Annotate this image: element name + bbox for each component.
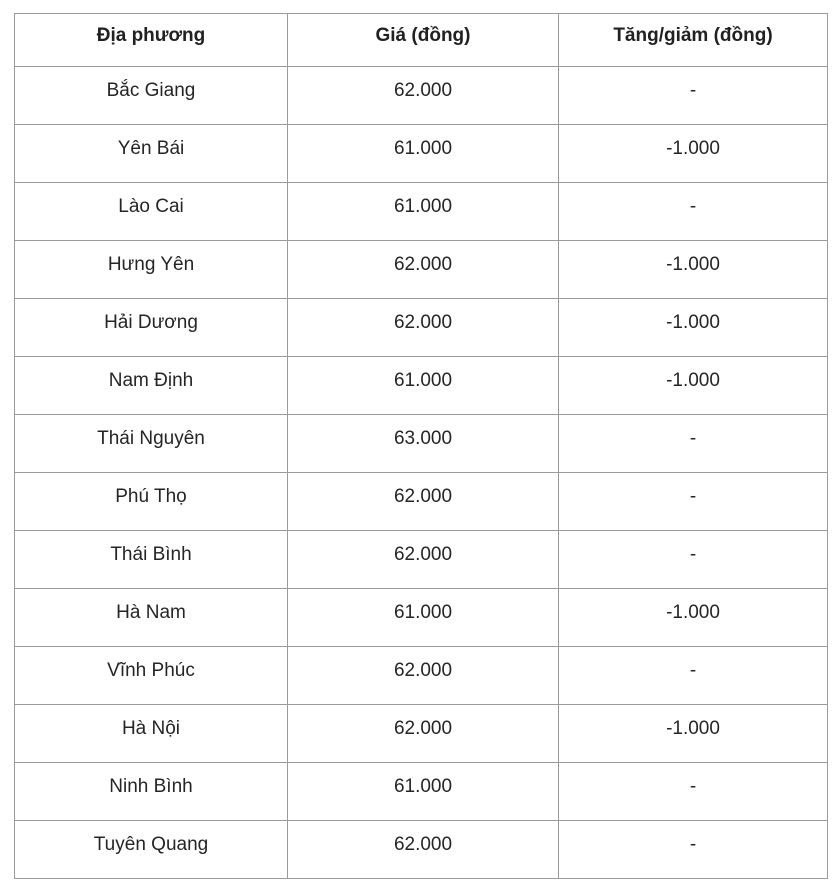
cell-province: Phú Thọ (15, 473, 288, 531)
cell-province: Thái Nguyên (15, 415, 288, 473)
table-row (15, 705, 828, 763)
cell-province: Thái Bình (15, 531, 288, 589)
table-row (15, 183, 828, 241)
table-row (15, 67, 828, 125)
cell-change: - (559, 67, 828, 125)
cell-price: 62.000 (288, 647, 559, 705)
cell-change: - (559, 473, 828, 531)
column-header-change: Tăng/giảm (đồng) (559, 14, 828, 67)
province-price-table (14, 13, 828, 879)
table-row (15, 531, 828, 589)
table-row (15, 357, 828, 415)
cell-price: 61.000 (288, 183, 559, 241)
cell-change: - (559, 647, 828, 705)
cell-price: 62.000 (288, 473, 559, 531)
cell-change: -1.000 (559, 357, 828, 415)
header-row (15, 14, 828, 67)
cell-province: Ninh Bình (15, 763, 288, 821)
cell-price: 62.000 (288, 821, 559, 879)
column-header-province: Địa phương (15, 14, 288, 67)
table-row (15, 125, 828, 183)
cell-price: 62.000 (288, 299, 559, 357)
cell-province: Hưng Yên (15, 241, 288, 299)
table-row (15, 473, 828, 531)
cell-province: Vĩnh Phúc (15, 647, 288, 705)
table-row (15, 241, 828, 299)
cell-province: Nam Định (15, 357, 288, 415)
cell-price: 62.000 (288, 705, 559, 763)
cell-change: -1.000 (559, 241, 828, 299)
cell-change: - (559, 531, 828, 589)
cell-price: 62.000 (288, 531, 559, 589)
cell-change: -1.000 (559, 589, 828, 647)
cell-province: Lào Cai (15, 183, 288, 241)
cell-price: 61.000 (288, 763, 559, 821)
cell-province: Yên Bái (15, 125, 288, 183)
table-row (15, 299, 828, 357)
column-header-price: Giá (đồng) (288, 14, 559, 67)
cell-price: 61.000 (288, 589, 559, 647)
cell-province: Hà Nam (15, 589, 288, 647)
table-header (15, 14, 828, 67)
cell-change: - (559, 183, 828, 241)
cell-change: - (559, 763, 828, 821)
table-body (15, 67, 828, 879)
cell-price: 62.000 (288, 241, 559, 299)
cell-price: 61.000 (288, 125, 559, 183)
table-row (15, 589, 828, 647)
table-row (15, 415, 828, 473)
cell-change: -1.000 (559, 299, 828, 357)
table-row (15, 763, 828, 821)
cell-province: Hải Dương (15, 299, 288, 357)
cell-change: -1.000 (559, 125, 828, 183)
cell-price: 62.000 (288, 67, 559, 125)
cell-change: -1.000 (559, 705, 828, 763)
cell-price: 63.000 (288, 415, 559, 473)
cell-province: Tuyên Quang (15, 821, 288, 879)
table-row (15, 647, 828, 705)
cell-change: - (559, 821, 828, 879)
cell-price: 61.000 (288, 357, 559, 415)
cell-province: Hà Nội (15, 705, 288, 763)
cell-province: Bắc Giang (15, 67, 288, 125)
cell-change: - (559, 415, 828, 473)
table-row (15, 821, 828, 879)
